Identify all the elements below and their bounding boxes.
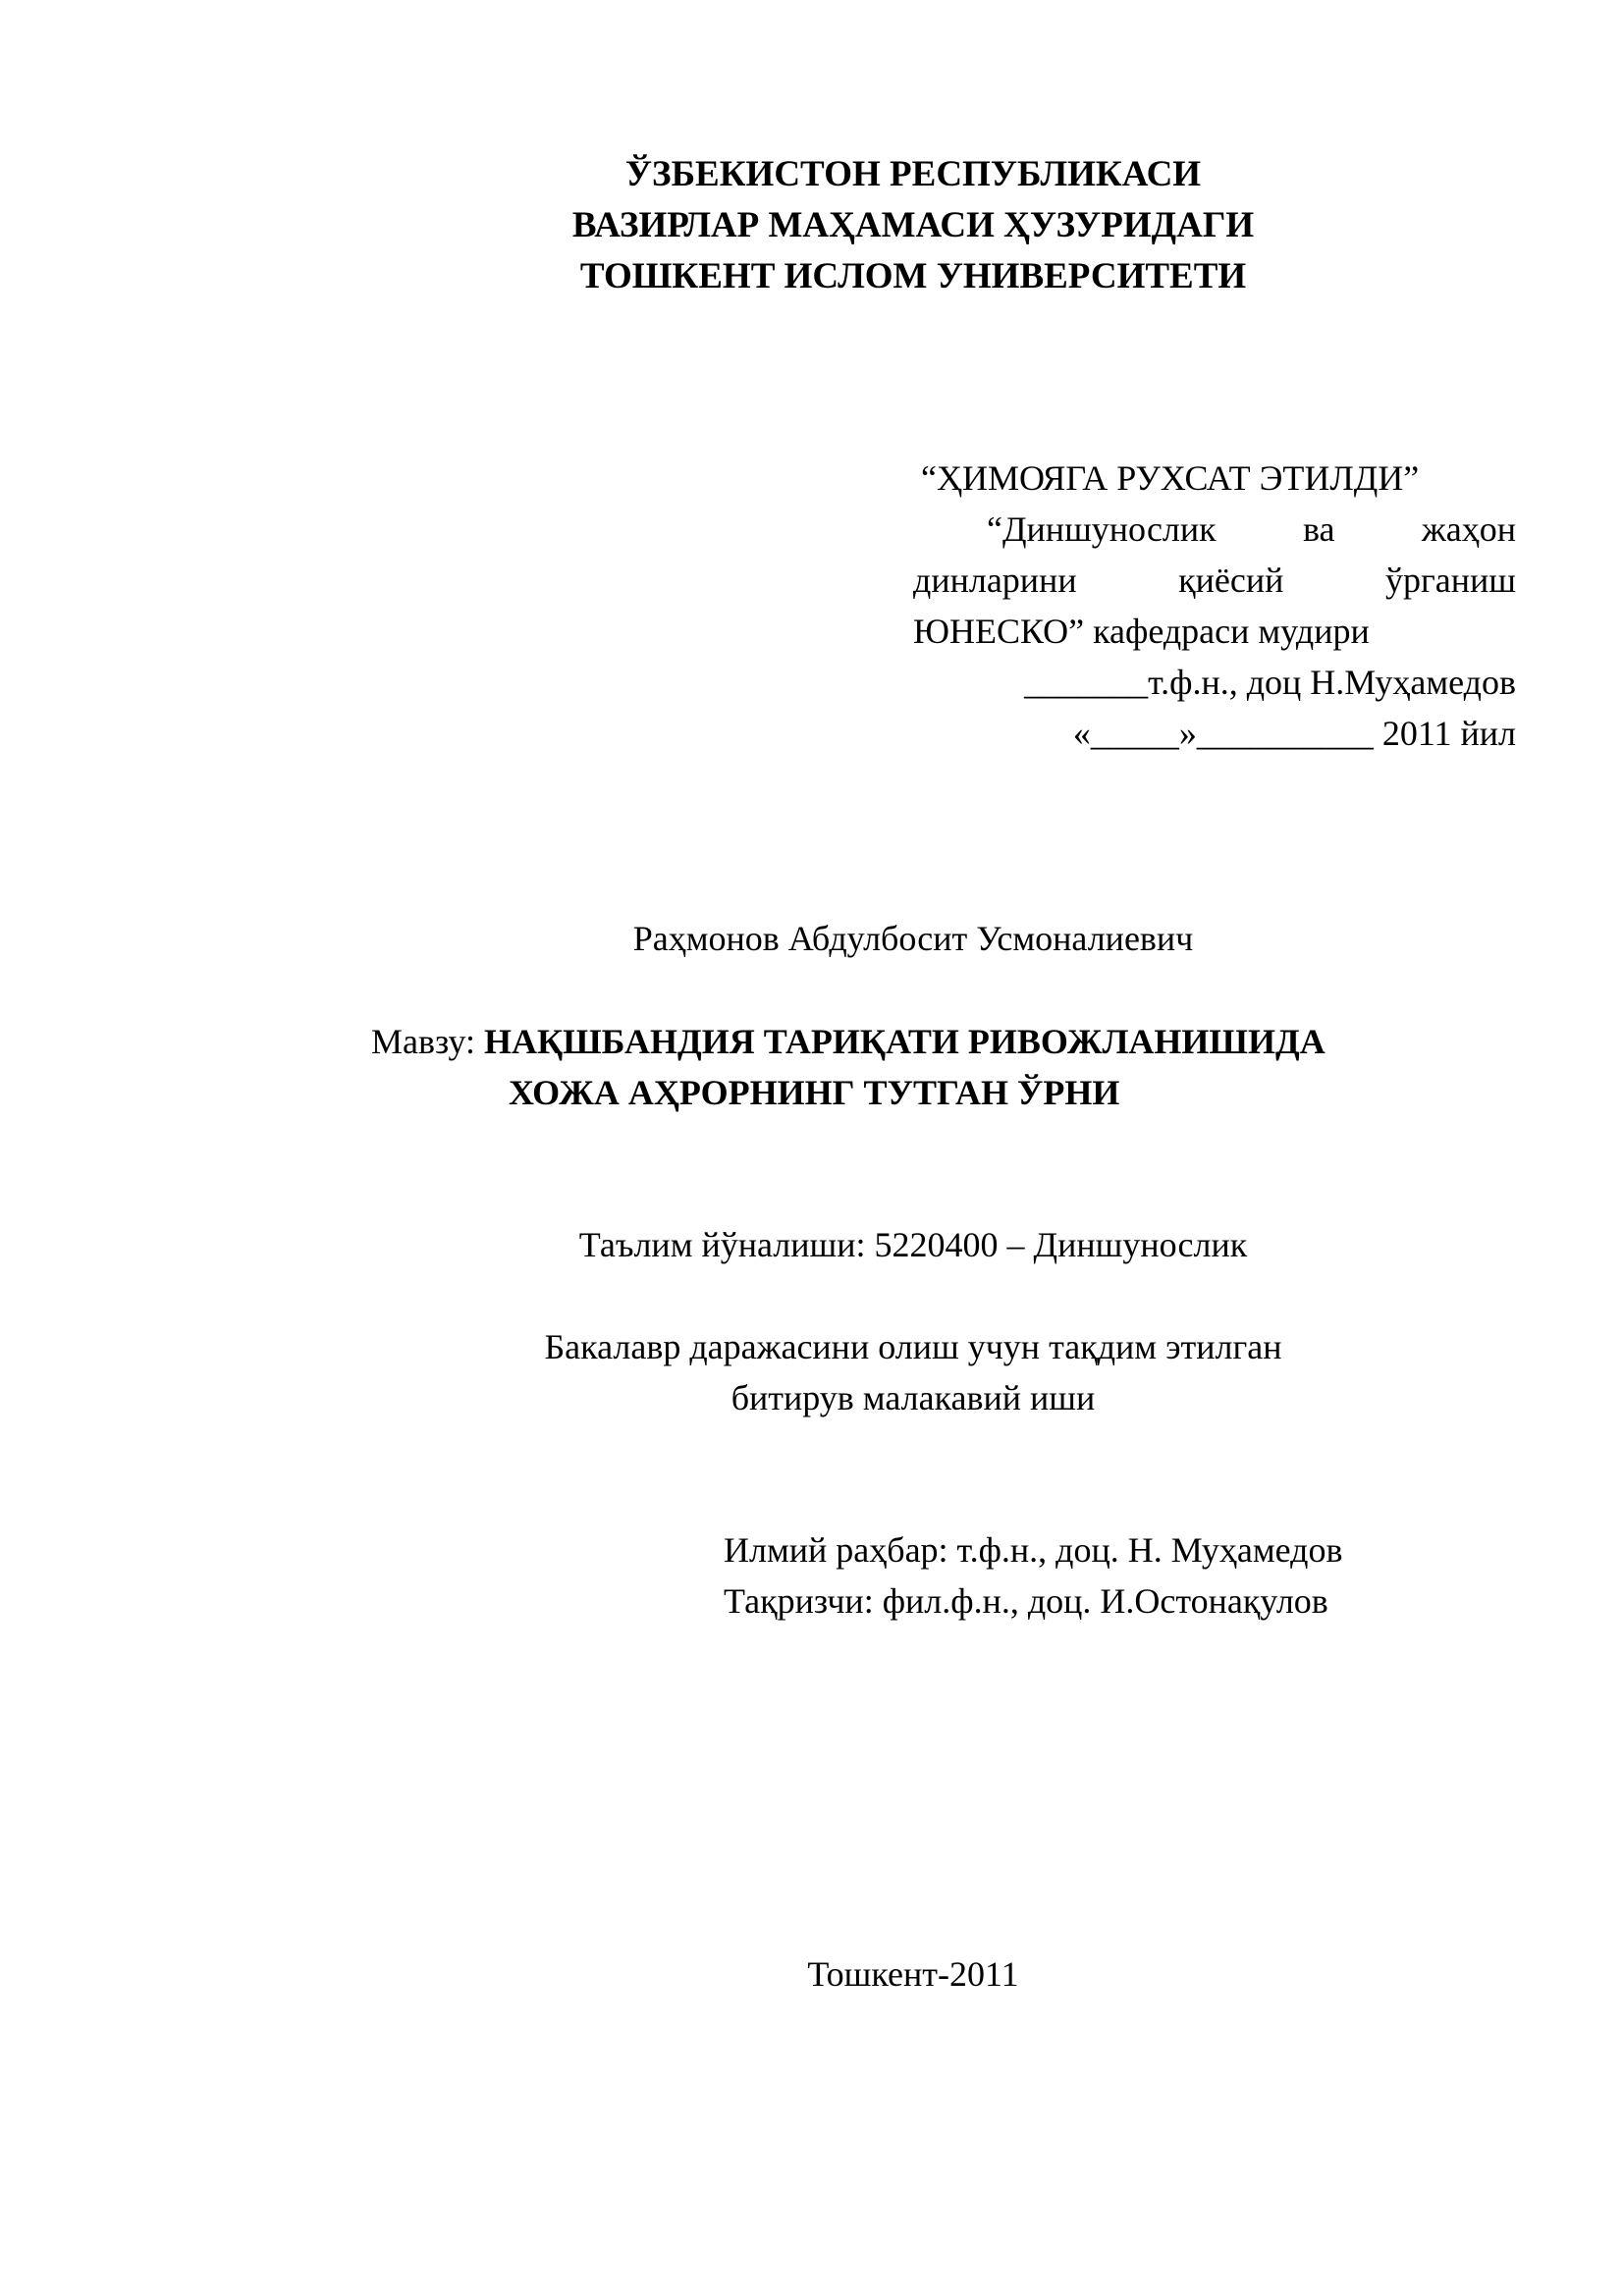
header-line-1: ЎЗБЕКИСТОН РЕСПУБЛИКАСИ	[624, 154, 1202, 194]
topic-title-line-1: НАҚШБАНДИЯ ТАРИҚАТИ РИВОЖЛАНИШИДА	[483, 1022, 1325, 1061]
approval-date-line: «_____»__________ 2011 йил	[1072, 714, 1516, 753]
approval-line-2	[913, 504, 1516, 555]
approval-line-3	[913, 555, 1516, 606]
scientific-supervisor: Илмий раҳбар: т.ф.н., доц. Н. Муҳамедов	[724, 1530, 1343, 1570]
approval-line-3-word-1: динларини	[913, 561, 1077, 600]
institution-header	[0, 149, 1623, 302]
approval-line-4: ЮНЕСКО” кафедраси мудири	[913, 612, 1370, 651]
approval-line-3-word-2: қиёсий	[1178, 561, 1284, 600]
approval-signature-line: _______т.ф.н., доц Н.Муҳамедов	[1024, 663, 1516, 702]
approval-line-2-word-2: ва	[1303, 509, 1335, 549]
approval-block	[913, 453, 1516, 759]
header-line-2: ВАЗИРЛАР МАҲАМАСИ ҲУЗУРИДАГИ	[571, 205, 1255, 245]
topic-title-line-2: ХОЖА АҲРОРНИНГ ТУТГАН ЎРНИ	[509, 1073, 1120, 1112]
approval-line-2-word-3: жаҳон	[1421, 509, 1516, 549]
topic-label: Мавзу:	[371, 1022, 484, 1061]
approval-line-2-word-1: “Диншунослик	[987, 509, 1217, 549]
purpose-line-1: Бакалавр даражасини олиш учун тақдим этилган	[544, 1327, 1282, 1366]
author-name: Раҳмонов Абдулбосит Усмоналиевич	[632, 919, 1194, 958]
approval-line-3-word-3: ўрганиш	[1385, 561, 1516, 600]
purpose-line-2: битирув малакавий иши	[730, 1378, 1096, 1417]
reviewer: Тақризчи: фил.ф.н., доц. И.Остонақулов	[724, 1581, 1328, 1621]
approval-title: “ҲИМОЯГА РУХСАТ ЭТИЛДИ”	[921, 458, 1420, 498]
header-line-3: ТОШКЕНТ ИСЛОМ УНИВЕРСИТЕТИ	[579, 256, 1247, 296]
topic-line-1	[371, 1016, 1325, 1067]
city-year-footer: Тошкент-2011	[807, 1954, 1019, 1994]
education-direction: Таълим йўналиши: 5220400 – Диншунослик	[578, 1225, 1248, 1264]
